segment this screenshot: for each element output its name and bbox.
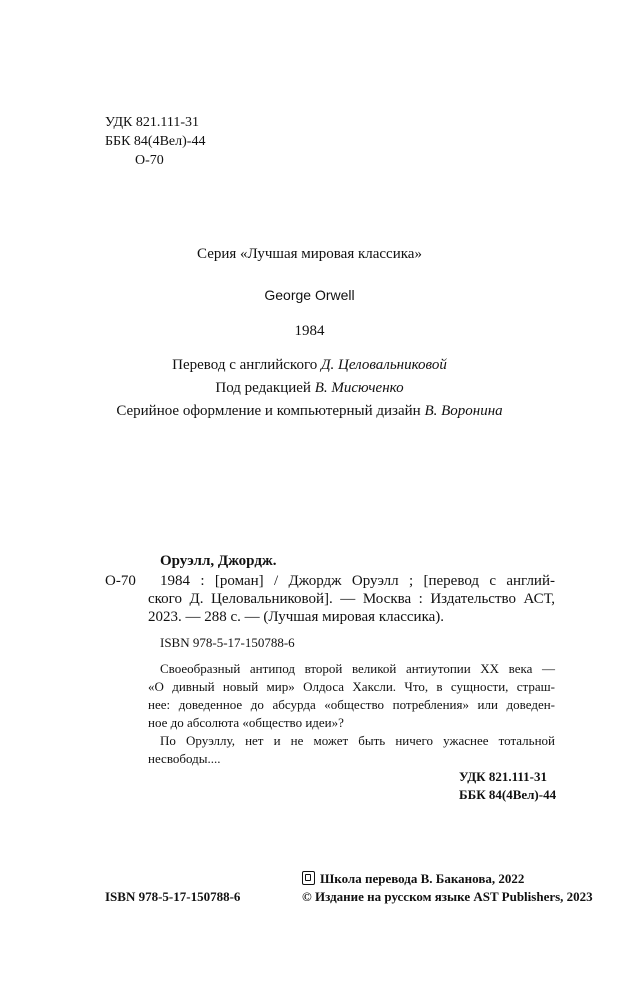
copyright-school	[302, 870, 524, 888]
annotation	[148, 660, 555, 768]
editor-credit	[0, 379, 619, 397]
catalog-sign: О-70	[105, 573, 136, 589]
translator-name: Д. Целовальниковой	[320, 357, 447, 373]
school-logo-icon	[302, 871, 315, 885]
design-prefix: Серийное оформление и компьютерный дизайн	[116, 403, 421, 419]
catalog-heading: Оруэлл, Джордж.	[160, 553, 277, 569]
series-line: Серия «Лучшая мировая классика»	[197, 246, 422, 262]
top-bbk: ББК 84(4Вел)-44	[105, 134, 206, 149]
top-author-sign: О-70	[135, 153, 164, 168]
catalog-line: ского Д. Целовальниковой]. — Москва : Издательство АСТ,	[148, 591, 555, 607]
catalog-udk: УДК 821.111-31	[459, 769, 547, 784]
catalog-line: 2023. — 288 с. — (Лучшая мировая классика).	[148, 609, 445, 625]
design-credit	[0, 402, 619, 420]
copyright-school-text: Школа перевода В. Баканова, 2022	[320, 871, 525, 886]
catalog-bbk: ББК 84(4Вел)-44	[459, 787, 557, 802]
footer-isbn: ISBN 978-5-17-150788-6	[105, 889, 241, 904]
annotation-line: Своеобразный антипод второй великой антиутопии XX века —	[160, 661, 555, 676]
copyright-edition: © Издание на русском языке AST Publishers, 2023	[302, 889, 593, 904]
annotation-line: По Оруэллу, нет и не может быть ничего ужаснее тотальной	[160, 733, 555, 748]
annotation-line: ное до абсолюта «общество идеи»?	[148, 715, 344, 730]
annotation-line: несвободы....	[148, 751, 221, 766]
translation-credit	[0, 356, 619, 374]
translation-prefix: Перевод с английского	[172, 357, 318, 373]
designer-name: В. Воронина	[424, 403, 503, 419]
book-title: 1984	[294, 323, 325, 339]
top-udk: УДК 821.111-31	[105, 115, 200, 130]
catalog-description	[148, 572, 555, 626]
annotation-line: «О дивный новый мир» Олдоса Хаксли. Что, в сущности, страш-	[148, 679, 555, 694]
editor-name: В. Мисюченко	[314, 380, 404, 396]
annotation-line: нее: доведенное до абсурда «общество потребления» или доведен-	[148, 697, 555, 712]
catalog-isbn: ISBN 978-5-17-150788-6	[160, 635, 295, 650]
editor-prefix: Под редакцией	[215, 380, 311, 396]
catalog-line: 1984 : [роман] / Джордж Оруэлл ; [перевод с англий-	[160, 573, 555, 589]
original-author: George Orwell	[264, 287, 355, 303]
